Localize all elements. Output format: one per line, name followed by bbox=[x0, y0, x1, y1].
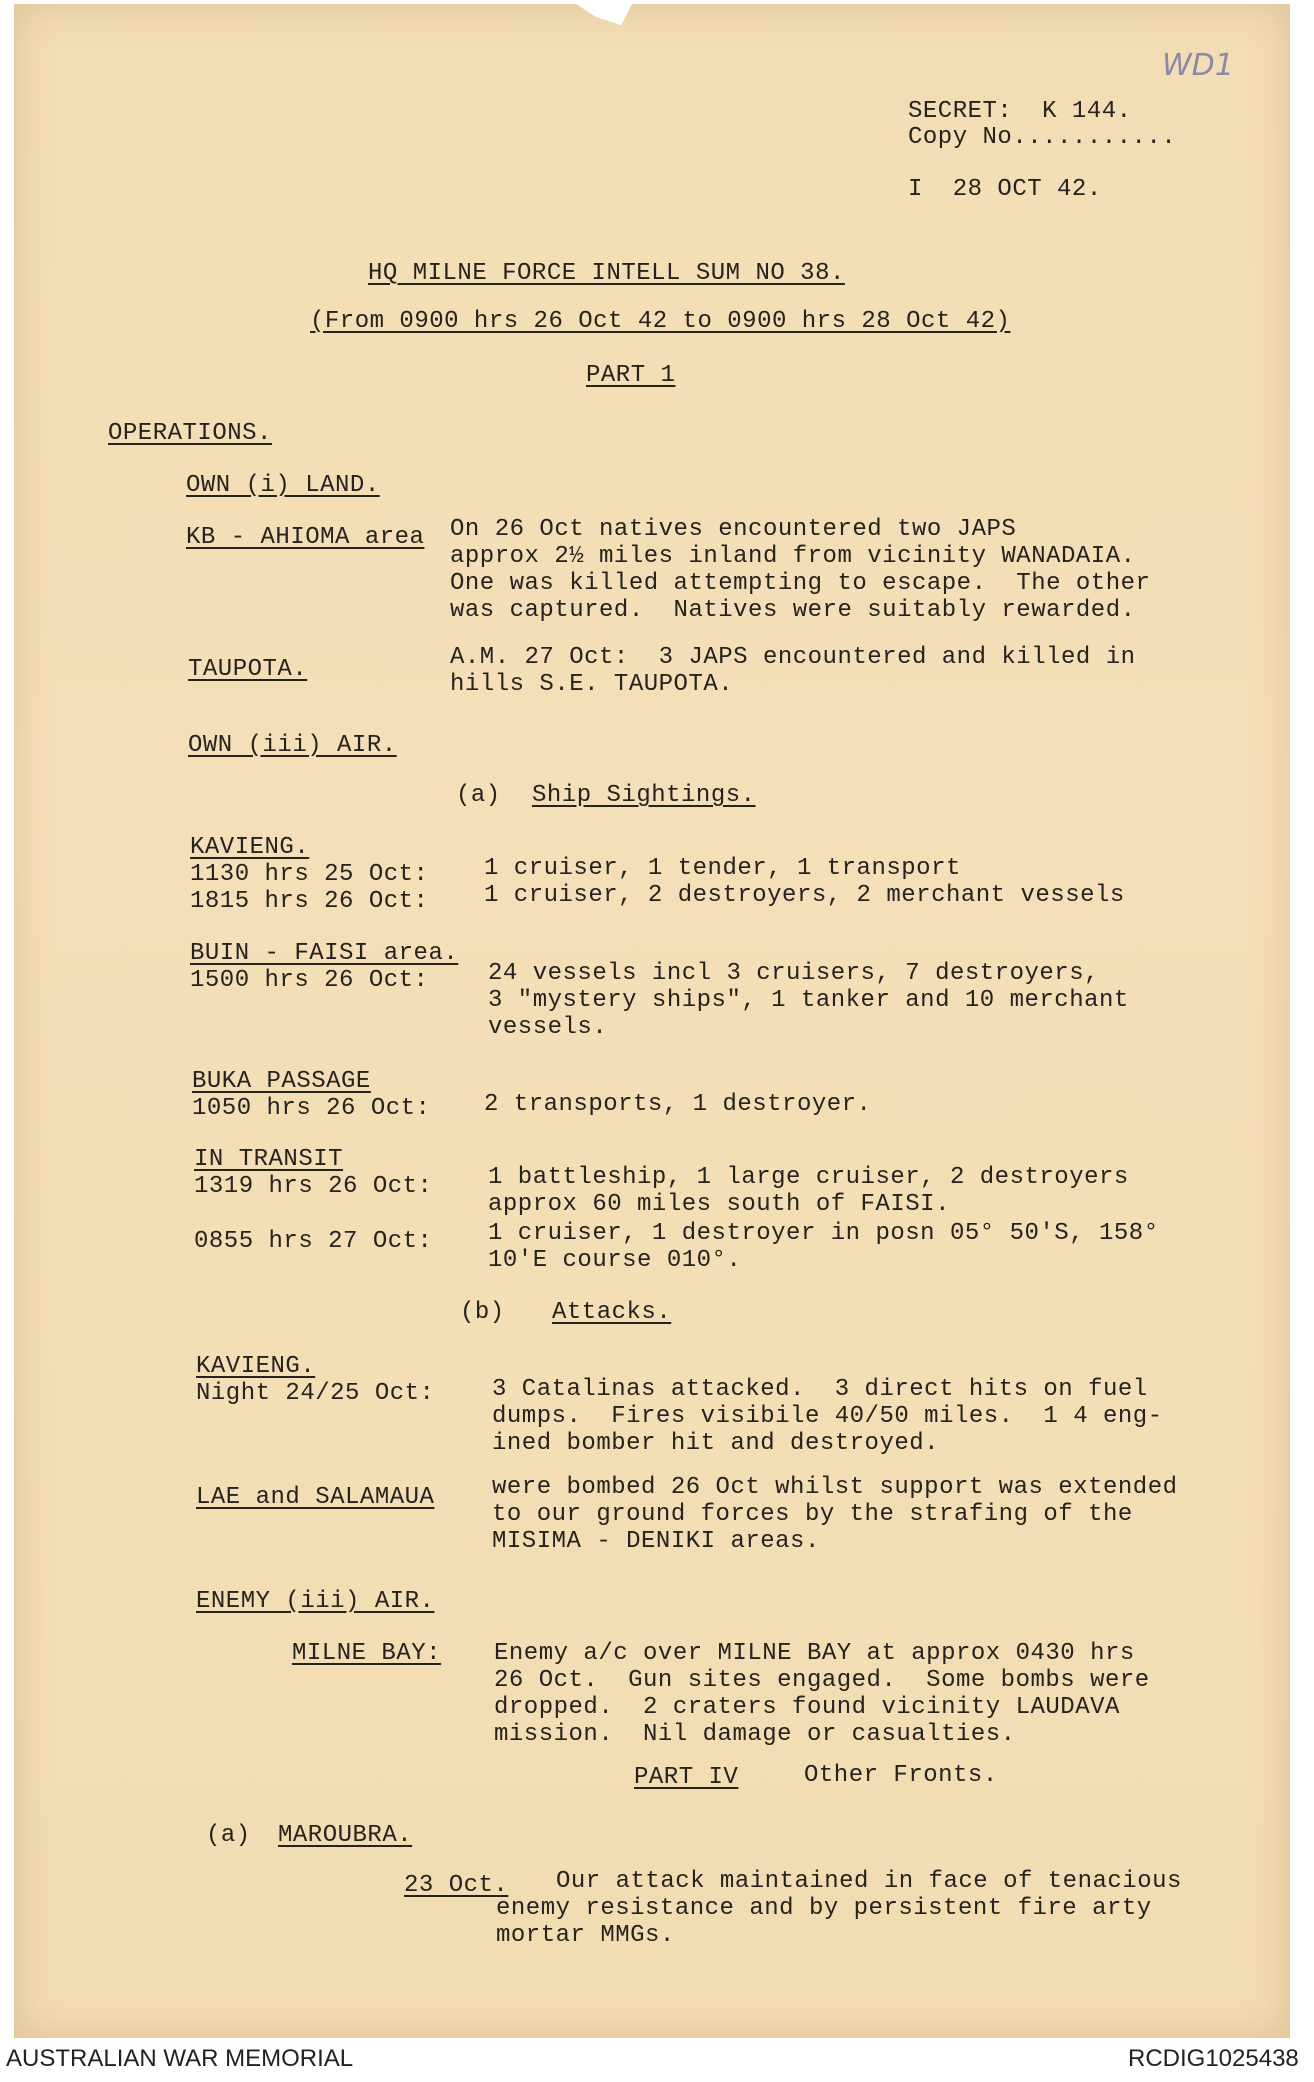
enemy-air-heading: ENEMY (iii) AIR. bbox=[196, 1588, 435, 1615]
milne-bay-line-4: mission. Nil damage or casualties. bbox=[494, 1721, 1016, 1748]
buka-passage-label: BUKA PASSAGE bbox=[192, 1068, 371, 1095]
buin-faisi-line-2: 3 "mystery ships", 1 tanker and 10 merchant bbox=[488, 987, 1129, 1014]
part-1-heading: PART 1 bbox=[586, 362, 676, 389]
own-land-heading: OWN (i) LAND. bbox=[186, 472, 380, 499]
kavieng-attack-line-2: dumps. Fires visibile 40/50 miles. 1 4 eng- bbox=[492, 1403, 1163, 1430]
buka-passage-value: 2 transports, 1 destroyer. bbox=[484, 1091, 872, 1118]
kavieng-sighting-time-1: 1130 hrs 25 Oct: bbox=[190, 861, 429, 888]
in-transit-label: IN TRANSIT bbox=[194, 1146, 344, 1173]
in-transit-time-2: 0855 hrs 27 Oct: bbox=[194, 1228, 433, 1255]
kavieng-sighting-value-1: 1 cruiser, 1 tender, 1 transport bbox=[484, 855, 961, 882]
kb-ahioma-line-3: One was killed attempting to escape. The other bbox=[450, 570, 1151, 597]
part-4-heading: PART IV bbox=[634, 1764, 739, 1791]
document-date: I 28 OCT 42. bbox=[908, 176, 1102, 203]
summary-title: HQ MILNE FORCE INTELL SUM NO 38. bbox=[368, 260, 845, 287]
kavieng-attack-time: Night 24/25 Oct: bbox=[196, 1380, 435, 1407]
taupota-line-1: A.M. 27 Oct: 3 JAPS encountered and killed in bbox=[450, 644, 1136, 671]
kavieng-sighting-label: KAVIENG. bbox=[190, 834, 310, 861]
kb-ahioma-label: KB - AHIOMA area bbox=[186, 524, 425, 551]
lae-salamaua-line-2: to our ground forces by the strafing of the bbox=[492, 1501, 1133, 1528]
lae-salamaua-line-1: were bombed 26 Oct whilst support was extended bbox=[492, 1474, 1178, 1501]
maroubra-line-1: Our attack maintained in face of tenacious bbox=[556, 1868, 1182, 1895]
maroubra-line-2: enemy resistance and by persistent fire arty bbox=[496, 1895, 1152, 1922]
ship-sightings-heading: Ship Sightings. bbox=[532, 782, 756, 809]
milne-bay-line-3: dropped. 2 craters found vicinity LAUDAVA bbox=[494, 1694, 1120, 1721]
kb-ahioma-line-2: approx 2½ miles inland from vicinity WANADAIA. bbox=[450, 543, 1136, 570]
in-transit-value-1-line-2: approx 60 miles south of FAISI. bbox=[488, 1191, 950, 1218]
in-transit-time-1: 1319 hrs 26 Oct: bbox=[194, 1173, 433, 1200]
maroubra-number: (a) bbox=[206, 1822, 251, 1849]
lae-salamaua-label: LAE and SALAMAUA bbox=[196, 1484, 435, 1511]
buin-faisi-time: 1500 hrs 26 Oct: bbox=[190, 967, 429, 994]
operations-heading: OPERATIONS. bbox=[108, 420, 272, 447]
ship-sightings-number: (a) bbox=[456, 782, 501, 809]
buka-passage-time: 1050 hrs 26 Oct: bbox=[192, 1095, 431, 1122]
attacks-number: (b) bbox=[460, 1299, 505, 1326]
maroubra-heading: MAROUBRA. bbox=[278, 1822, 413, 1849]
footer-record-id: RCDIG1025438 bbox=[1128, 2045, 1299, 2072]
own-air-heading: OWN (iii) AIR. bbox=[188, 732, 397, 759]
maroubra-date: 23 Oct. bbox=[404, 1872, 509, 1899]
footer-archive-name: AUSTRALIAN WAR MEMORIAL bbox=[6, 2045, 354, 2072]
in-transit-value-2-line-2: 10'E course 010°. bbox=[488, 1247, 742, 1274]
in-transit-value-2-line-1: 1 cruiser, 1 destroyer in posn 05° 50'S, 158° bbox=[488, 1220, 1159, 1247]
in-transit-value-1-line-1: 1 battleship, 1 large cruiser, 2 destroyers bbox=[488, 1164, 1129, 1191]
kavieng-attack-line-1: 3 Catalinas attacked. 3 direct hits on fuel bbox=[492, 1376, 1148, 1403]
buin-faisi-label: BUIN - FAISI area. bbox=[190, 940, 459, 967]
milne-bay-label: MILNE BAY: bbox=[292, 1640, 442, 1667]
buin-faisi-line-1: 24 vessels incl 3 cruisers, 7 destroyers, bbox=[488, 960, 1099, 987]
milne-bay-line-2: 26 Oct. Gun sites engaged. Some bombs were bbox=[494, 1667, 1150, 1694]
classification: SECRET: K 144. bbox=[908, 98, 1132, 125]
milne-bay-line-1: Enemy a/c over MILNE BAY at approx 0430 hrs bbox=[494, 1640, 1135, 1667]
kavieng-sighting-value-2: 1 cruiser, 2 destroyers, 2 merchant vessels bbox=[484, 882, 1125, 909]
attacks-heading: Attacks. bbox=[552, 1299, 672, 1326]
lae-salamaua-line-3: MISIMA - DENIKI areas. bbox=[492, 1528, 820, 1555]
handwritten-reference: WD1 bbox=[1162, 48, 1234, 83]
kavieng-sighting-time-2: 1815 hrs 26 Oct: bbox=[190, 888, 429, 915]
maroubra-line-3: mortar MMGs. bbox=[496, 1922, 675, 1949]
summary-period: (From 0900 hrs 26 Oct 42 to 0900 hrs 28 Oct 42) bbox=[310, 308, 1011, 335]
kb-ahioma-line-1: On 26 Oct natives encountered two JAPS bbox=[450, 516, 1017, 543]
buin-faisi-line-3: vessels. bbox=[488, 1014, 608, 1041]
copy-number: Copy No........... bbox=[908, 124, 1177, 151]
taupota-label: TAUPOTA. bbox=[188, 656, 308, 683]
kavieng-attack-line-3: ined bomber hit and destroyed. bbox=[492, 1430, 940, 1457]
kavieng-attack-label: KAVIENG. bbox=[196, 1353, 316, 1380]
kb-ahioma-line-4: was captured. Natives were suitably rewarded. bbox=[450, 597, 1136, 624]
other-fronts-heading: Other Fronts. bbox=[804, 1762, 998, 1789]
taupota-line-2: hills S.E. TAUPOTA. bbox=[450, 671, 734, 698]
